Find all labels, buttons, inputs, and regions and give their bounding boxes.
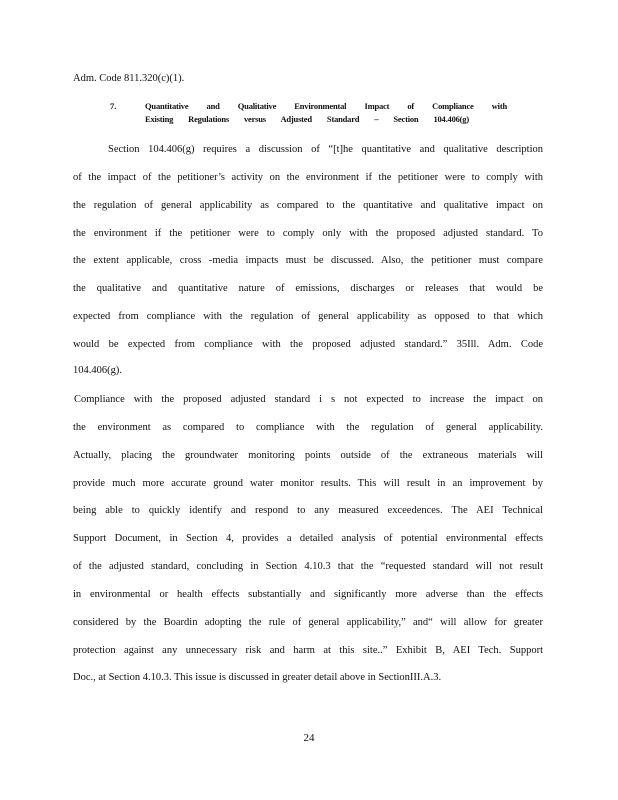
paragraph-2-line-2: the environment as compared to compliance with the regulation of general applicability. [73,422,543,433]
paragraph-1-line-3: the regulation of general applicability as compared to the quantitative and qualitative impact on [73,200,543,211]
paragraph-2-line-10: protection against any unnecessary risk and harm at this site..” Exhibit B, AEI Tech. Support [73,645,543,656]
heading-line-1: Quantitative and Qualitative Environmental Impact of Compliance with [145,101,507,111]
paragraph-1-line-2: of the impact of the petitioner’s activity on the environment if the petitioner were to comply with [73,172,543,183]
paragraph-1-line-6: the qualitative and quantitative nature of emissions, discharges or releases that would be [73,283,543,294]
paragraph-1-line-9: 104.406(g). [73,365,122,376]
paragraph-1-line-5: the extent applicable, cross -media impacts must be discussed. Also, the petitioner must compare [73,255,543,266]
paragraph-2-line-3: Actually, placing the groundwater monitoring points outside of the extraneous materials will [73,450,543,461]
heading-line-2: Existing Regulations versus Adjusted Standard – Section 104.406(g) [145,114,469,124]
paragraph-2-line-6: Support Document, in Section 4, provides a detailed analysis of potential environmental effects [73,533,543,544]
paragraph-1-line-4: the environment if the petitioner were to comply only with the proposed adjusted standard. To [73,228,543,239]
page-number: 24 [303,732,315,744]
paragraph-2-line-8: in environmental or health effects substantially and significantly more adverse than the effects [73,589,543,600]
paragraph-2-line-7: of the adjusted standard, concluding in Section 4.10.3 that the “requested standard will not result [73,561,543,572]
top-line: Adm. Code 811.320(c)(1). [73,73,185,84]
paragraph-1-line-1: Section 104.406(g) requires a discussion of “[t]he quantitative and qualitative description [108,144,543,155]
paragraph-2-line-1: Compliance with the proposed adjusted standard i s not expected to increase the impact on [74,394,543,405]
paragraph-2-line-9: considered by the Boardin adopting the rule of general applicability,” and“ will allow for greater [73,617,543,628]
heading-number: 7. [110,101,117,111]
paragraph-1-line-8: would be expected from compliance with the proposed adjusted standard.” 35Ill. Adm. Code [73,339,543,350]
paragraph-2-line-11: Doc., at Section 4.10.3. This issue is discussed in greater detail above in SectionIII.A.3. [73,672,442,683]
paragraph-1-line-7: expected from compliance with the regulation of general applicability as opposed to that which [73,311,543,322]
paragraph-2-line-4: provide much more accurate ground water monitor results. This will result in an improvement by [73,478,543,489]
paragraph-2-line-5: being able to quickly identify and respond to any measured exceedences. The AEI Technical [73,505,543,516]
